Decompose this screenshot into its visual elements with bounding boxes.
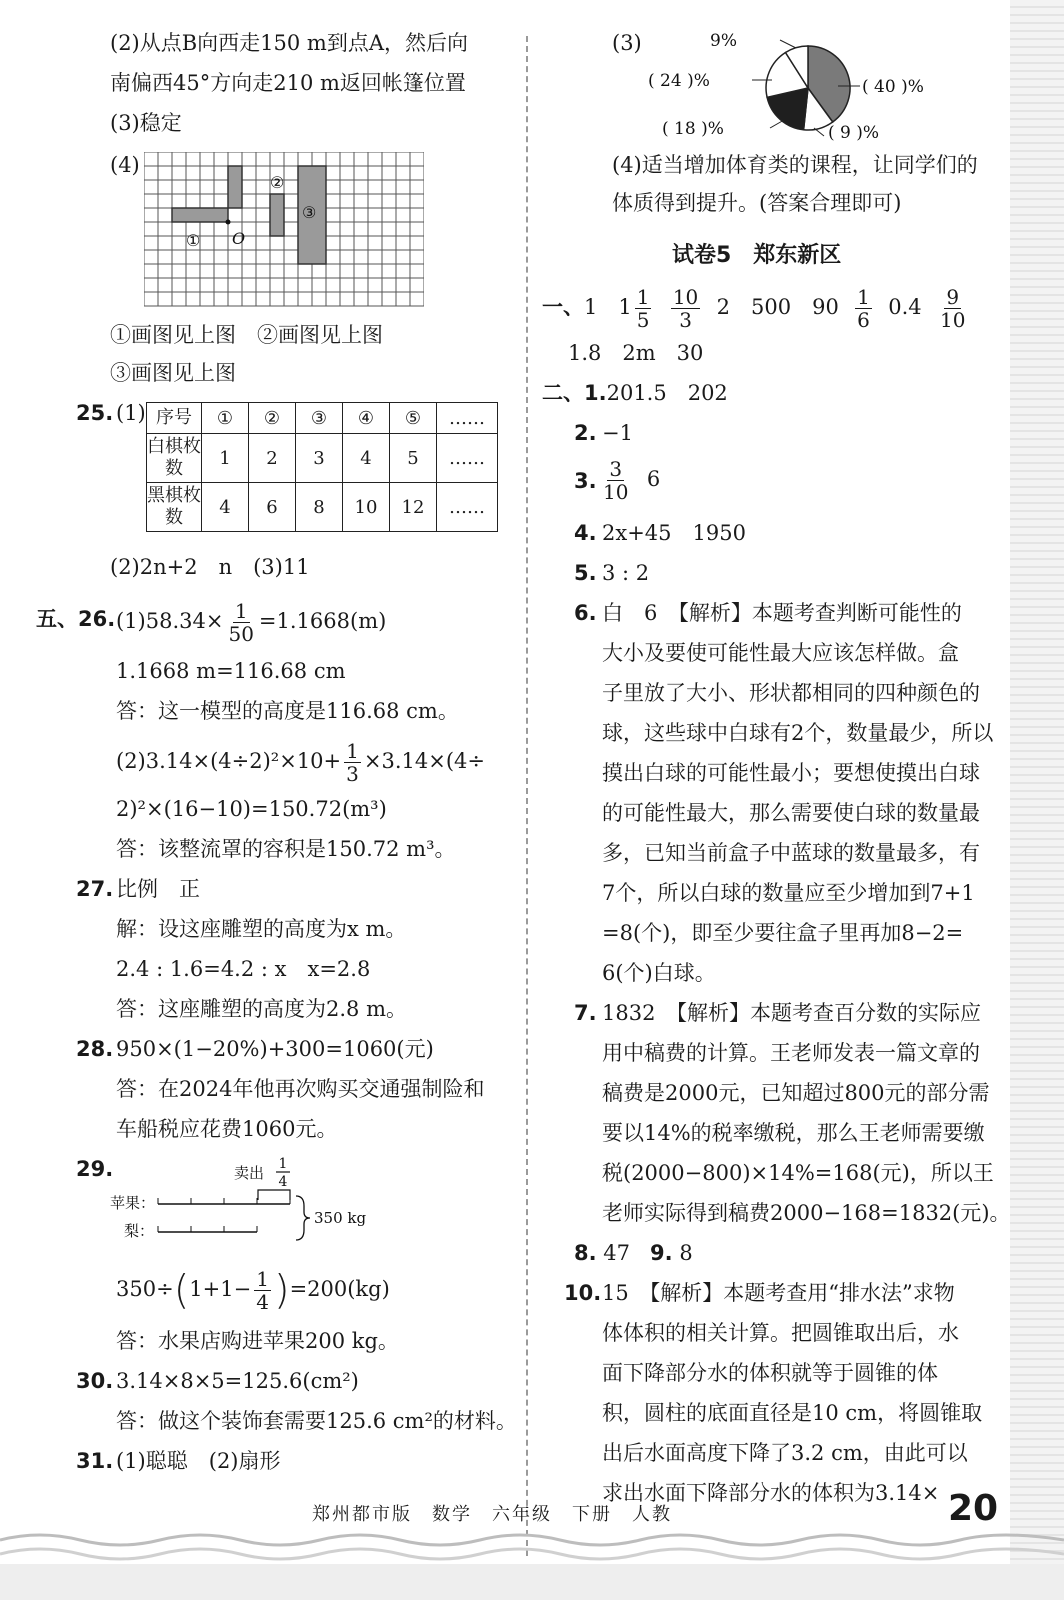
- explanation-line: 的可能性最大，那么需要使白球的数量最: [602, 801, 980, 825]
- table-cell: ……: [437, 434, 498, 483]
- pie-value-label: ( 18 )%: [662, 119, 724, 139]
- answer-line: 解：设这座雕塑的高度为x m。: [116, 917, 407, 941]
- equation-line: (1)58.34× $\frac{1}{50}$ =1.1668(m): [116, 599, 387, 646]
- explanation-line: 15 【解析】本题考查用“排水法”求物: [602, 1281, 955, 1305]
- grid-label: (4): [110, 153, 140, 177]
- table-cell: 4: [202, 483, 249, 532]
- pie-chart: [638, 28, 968, 144]
- question-number: 7.: [574, 1001, 597, 1025]
- explanation-line: 1832 【解析】本题考查百分数的实际应: [602, 1001, 981, 1025]
- explanation-line: 摸出白球的可能性最小；要想使摸出白球: [602, 761, 980, 785]
- equation-line: (2)3.14×(4÷2)²×10+ $\frac{1}{3}$ ×3.14×(4÷: [116, 739, 485, 786]
- answer-line: ①画图见上图 ②画图见上图: [110, 323, 383, 347]
- explanation-line: 多，已知当前盒子中蓝球的数量最多，有: [602, 841, 980, 865]
- table-header: ③: [296, 403, 343, 434]
- explanation-line: 7个，所以白球的数量应至少增加到7+1: [602, 881, 975, 905]
- answer-line: 2.4 : 1.6=4.2 : x x=2.8: [116, 957, 371, 981]
- question-number: 6.: [574, 601, 597, 625]
- answer-line: 1.8 2m 30: [568, 341, 704, 365]
- row-label: 黑棋枚数: [147, 483, 202, 532]
- origin-label: O: [232, 229, 246, 248]
- explanation-line: 白 6 【解析】本题考查判断可能性的: [602, 601, 962, 625]
- answer-line: 答：这一模型的高度是116.68 cm。: [116, 699, 459, 723]
- table-cell: 6: [249, 483, 296, 532]
- answer-line: (2)2n+2 n (3)11: [110, 555, 310, 579]
- question-number: 27.: [76, 877, 114, 901]
- question-number: 3.: [574, 469, 597, 493]
- section-title: 试卷5 郑东新区: [672, 243, 842, 268]
- page-number: 20: [948, 1488, 999, 1529]
- answer-line: 3 : 2: [602, 561, 650, 585]
- explanation-line: 体体积的相关计算。把圆锥取出后，水: [602, 1321, 959, 1345]
- pie-value-label: ( 24 )%: [648, 71, 710, 91]
- answer-line: ③画图见上图: [110, 361, 236, 385]
- drawing-grid: [144, 152, 424, 308]
- table-header: ②: [249, 403, 296, 434]
- question-number: 31.: [76, 1449, 114, 1473]
- answer-line: −1: [602, 421, 633, 445]
- answer-line: 1.1668 m=116.68 cm: [116, 659, 346, 683]
- chess-table: [146, 402, 498, 532]
- shape-upper: [228, 166, 242, 208]
- answer-line: 一、1 1 $\frac{1}{5}$ $\frac{10}{3}$ 2 500 90 $\frac{1}{6}$ 0.4 $\frac{9}{10}$: [542, 285, 966, 332]
- table-header: ①: [202, 403, 249, 434]
- table-cell: 5: [390, 434, 437, 483]
- answer-line: 2)²×(16−10)=150.72(m³): [116, 797, 387, 821]
- equation-line: 350÷(1+1− $\frac{1}{4}$ )=200(kg): [116, 1267, 390, 1314]
- table-cell: 12: [390, 483, 437, 532]
- sold-frac-d: 4: [278, 1174, 288, 1190]
- mark-1: ①: [186, 231, 201, 250]
- table-cell: 10: [343, 483, 390, 532]
- total-label: 350 kg: [314, 1209, 367, 1227]
- question-number: 5.: [574, 561, 597, 585]
- table-header: ④: [343, 403, 390, 434]
- table-cell: 1: [202, 434, 249, 483]
- answer-line: (1)聪聪 (2)扇形: [116, 1449, 281, 1473]
- apple-label: 苹果：: [110, 1194, 156, 1212]
- column-divider: [526, 36, 528, 1556]
- explanation-line: 6(个)白球。: [602, 961, 716, 985]
- table-cell: 2: [249, 434, 296, 483]
- explanation-line: 税(2000−800)×14%=168(元)，所以王: [602, 1161, 994, 1185]
- pie-value-label: ( 9 )%: [828, 123, 880, 143]
- table-header: ⑤: [390, 403, 437, 434]
- sold-label: 卖出: [234, 1164, 265, 1182]
- line-segment-diagram: [110, 1152, 400, 1244]
- fraction: $\frac{1}{6}$: [857, 285, 870, 332]
- page-edge: [1010, 0, 1064, 1600]
- answer-line: 答：做这个装饰套需要125.6 cm²的材料。: [116, 1409, 517, 1433]
- explanation-line: 用中稿费的计算。王老师发表一篇文章的: [602, 1041, 980, 1065]
- pie-value-label: ( 40 )%: [862, 77, 924, 97]
- answer-line: 答：在2024年他再次购买交通强制险和: [116, 1077, 485, 1101]
- table-cell: 3: [296, 434, 343, 483]
- pie-value-label: 9%: [710, 31, 737, 51]
- explanation-line: 子里放了大小、形状都相同的四种颜色的: [602, 681, 980, 705]
- explanation-line: 积，圆柱的底面直径是10 cm，将圆锥取: [602, 1401, 983, 1425]
- answer-line: (2)从点B向西走150 m到点A，然后向: [110, 31, 469, 55]
- answer-line: (3)稳定: [110, 111, 182, 135]
- question-number: 30.: [76, 1369, 114, 1393]
- explanation-line: 求出水面下降部分水的体积为3.14×: [602, 1481, 940, 1505]
- fraction: $\frac{1}{50}$: [228, 599, 254, 646]
- explanation-line: 面下降部分水的体积就等于圆锥的体: [602, 1361, 938, 1385]
- answer-line: 比例 正: [116, 877, 200, 901]
- shape-2: [270, 194, 284, 236]
- table-header: ……: [437, 403, 498, 434]
- fraction: $\frac{9}{10}$: [940, 285, 966, 332]
- question-number: 28.: [76, 1037, 114, 1061]
- answer-line: 二、1.201.5 202: [542, 381, 728, 405]
- pie-label: (3): [612, 31, 642, 55]
- fraction: $\frac{1}{3}$: [346, 739, 359, 786]
- fraction: $\frac{1}{4}$: [256, 1267, 269, 1314]
- explanation-line: 球，这些球中白球有2个，数量最少，所以: [602, 721, 994, 745]
- table-cell: 4: [343, 434, 390, 483]
- fraction: $\frac{10}{3}$: [672, 285, 699, 332]
- fraction: $\frac{1}{5}$: [636, 285, 650, 332]
- explanation-line: 稿费是2000元，已知超过800元的部分需: [602, 1081, 990, 1105]
- answer-line: 3.14×8×5=125.6(cm²): [116, 1369, 359, 1393]
- question-number: 10.: [564, 1281, 602, 1305]
- fraction: $\frac{3}{10}$: [603, 457, 629, 504]
- footer-wave: [0, 1520, 1064, 1600]
- explanation-line: 大小及要使可能性最大应该怎样做。盒: [602, 641, 959, 665]
- pear-label: 梨：: [124, 1222, 155, 1240]
- question-number: 2.: [574, 421, 597, 445]
- explanation-line: 老师实际得到稿费2000−168=1832(元)。: [602, 1201, 1011, 1225]
- question-number: 4.: [574, 521, 597, 545]
- footer-text: 郑州都市版 数学 六年级 下册 人教: [312, 1504, 672, 1525]
- explanation-line: 要以14%的税率缴税，那么王老师需要缴: [602, 1121, 985, 1145]
- question-number: 25.: [76, 401, 114, 425]
- table-header: 序号: [147, 403, 202, 434]
- explanation-line: =8(个)，即至少要往盒子里再加8−2=: [602, 921, 964, 945]
- row-label: 白棋枚数: [147, 434, 202, 483]
- origin-point: [226, 220, 231, 225]
- sub-label: (1): [116, 401, 146, 425]
- table-cell: 8: [296, 483, 343, 532]
- answer-line: (4)适当增加体育类的课程，让同学们的: [612, 153, 978, 177]
- answer-line: 答：该整流罩的容积是150.72 m³。: [116, 837, 456, 861]
- question-number: 29.: [76, 1157, 114, 1181]
- mark-3: ③: [302, 203, 317, 222]
- answer-line: 2x+45 1950: [602, 521, 746, 545]
- question-number: 五、26.: [36, 607, 116, 631]
- answer-line: 950×(1−20%)+300=1060(元): [116, 1037, 434, 1061]
- mark-2: ②: [270, 173, 285, 192]
- answer-line: 体质得到提升。(答案合理即可): [612, 191, 902, 215]
- answer-line: 答：水果店购进苹果200 kg。: [116, 1329, 399, 1353]
- shape-1: [172, 208, 228, 222]
- answer-line: 车船税应花费1060元。: [116, 1117, 338, 1141]
- answer-line: 南偏西45°方向走210 m返回帐篷位置: [110, 71, 466, 95]
- answer-line: 8. 47 9. 8: [574, 1241, 693, 1265]
- answer-line: 答：这座雕塑的高度为2.8 m。: [116, 997, 407, 1021]
- explanation-line: 出后水面高度下降了3.2 cm，由此可以: [602, 1441, 968, 1465]
- table-cell: ……: [437, 483, 498, 532]
- answer-line: $\frac{3}{10}$ 6: [603, 457, 661, 504]
- sold-frac-n: 1: [278, 1156, 288, 1172]
